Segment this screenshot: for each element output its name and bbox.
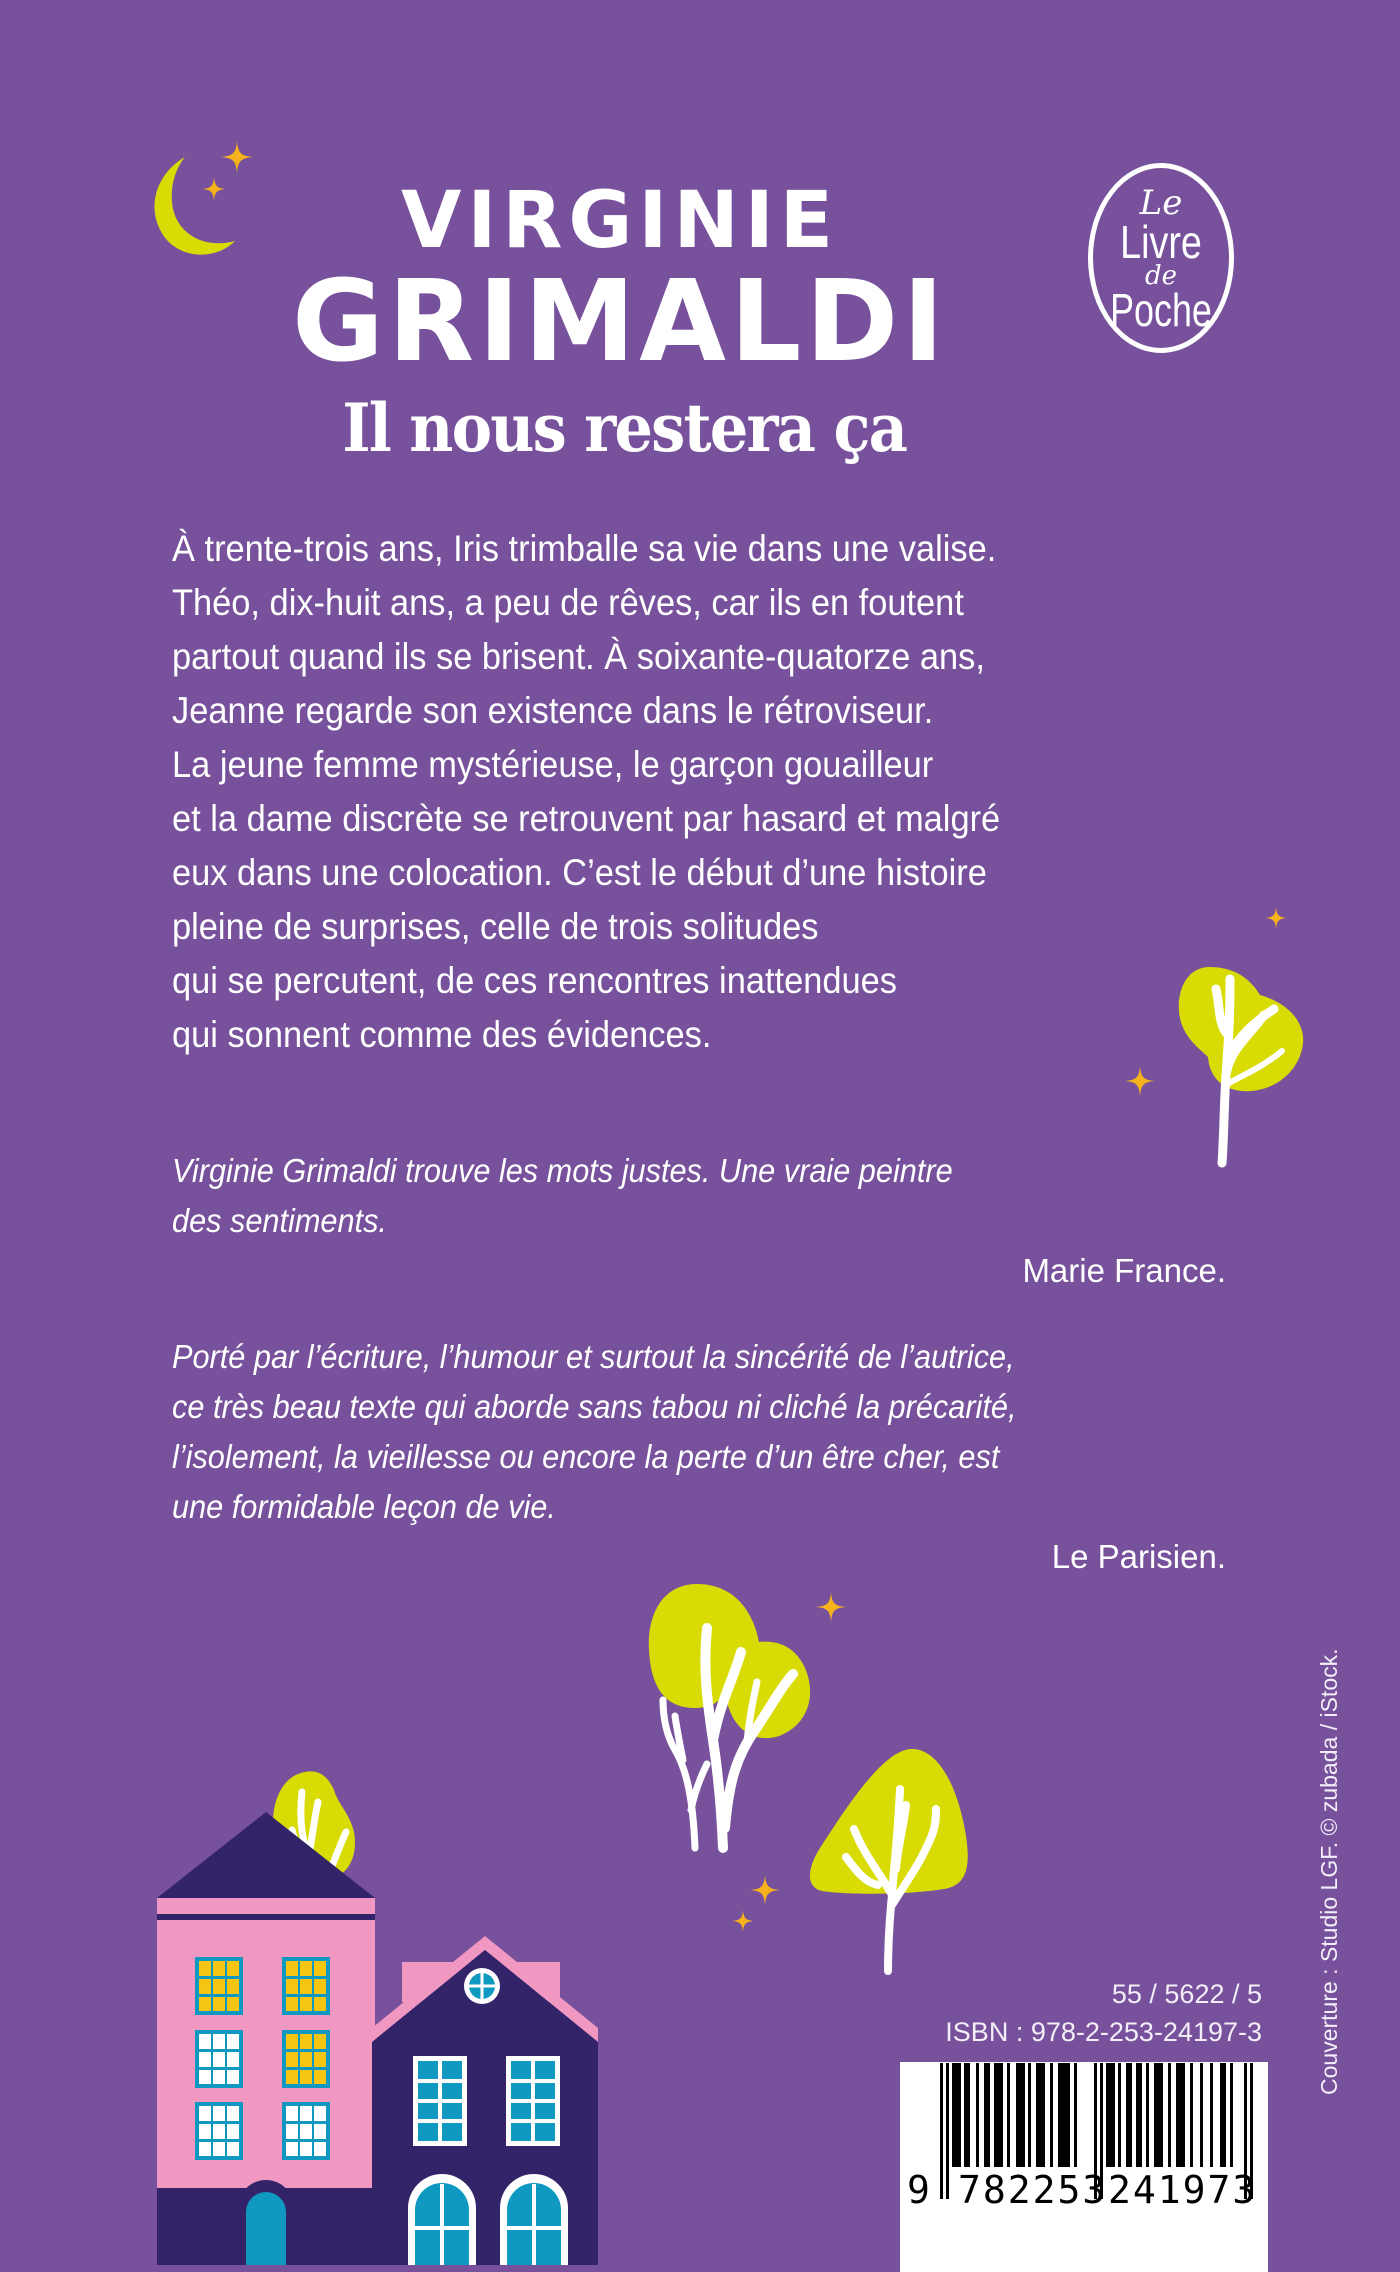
review-line: Virginie Grimaldi trouve les mots justes. Une vraie peintre <box>172 1152 953 1189</box>
houses-illustration <box>150 1760 610 2265</box>
cover-credit: Couverture : Studio LGF. © zubada / iStock. <box>1316 1648 1342 2095</box>
review-line: l’isolement, la vieillesse ou encore la perte d’un être cher, est <box>172 1438 1000 1475</box>
double-tree-icon <box>645 1580 825 1855</box>
barcode-left-digits: 782253 <box>958 2168 1108 2212</box>
star-icon <box>221 141 253 173</box>
blurb-line: qui sonnent comme des évidences. <box>172 1014 712 1055</box>
review-source: Marie France. <box>1022 1252 1226 1289</box>
author-last-name: GRIMALDI <box>292 257 948 387</box>
blurb-line: Jeanne regarde son existence dans le rétroviseur. <box>172 690 934 731</box>
logo-line-livre: Livre <box>1120 216 1202 268</box>
blurb-line: À trente-trois ans, Iris trimballe sa vie dans une valise. <box>172 528 997 569</box>
star-icon <box>1265 907 1287 929</box>
isbn: ISBN : 978-2-253-24197-3 <box>945 2017 1262 2047</box>
tree-icon <box>1170 965 1310 1170</box>
star-icon <box>750 1875 780 1905</box>
book-title: Il nous restera ça <box>342 389 907 467</box>
star-icon <box>732 1910 754 1932</box>
barcode-right-digits: 241973 <box>1108 2168 1258 2212</box>
blurb-line: partout quand ils se brisent. À soixante-quatorze ans, <box>172 636 985 677</box>
review-line: Porté par l’écriture, l’humour et surtout la sincérité de l’autrice, <box>172 1338 1015 1375</box>
blurb-line: pleine de surprises, celle de trois solitudes <box>172 906 819 947</box>
author-first-name: VIRGINIE <box>400 176 840 266</box>
review-line: une formidable leçon de vie. <box>172 1488 556 1525</box>
blurb-line: et la dame discrète se retrouvent par hasard et malgré <box>172 798 1001 839</box>
review-line: des sentiments. <box>172 1202 387 1239</box>
review-quote <box>172 1332 1158 1532</box>
blurb <box>172 522 1158 1062</box>
barcode-first-digit: 9 <box>907 2168 930 2212</box>
blurb-line: qui se percutent, de ces rencontres inattendues <box>172 960 897 1001</box>
logo-line-de: de <box>1144 261 1178 291</box>
blurb-line: Théo, dix-huit ans, a peu de rêves, car ils en foutent <box>172 582 964 623</box>
review-quote <box>172 1146 1158 1246</box>
review-source: Le Parisien. <box>1051 1538 1226 1575</box>
catalog-number: 55 / 5622 / 5 <box>1111 1979 1262 2009</box>
publisher-logo <box>1088 163 1234 353</box>
tree-icon <box>808 1745 973 1977</box>
review-line: ce très beau texte qui aborde sans tabou ni cliché la précarité, <box>172 1388 1017 1425</box>
logo-line-poche: Poche <box>1110 284 1212 336</box>
star-icon <box>1125 1066 1155 1096</box>
logo-line-le: Le <box>1139 183 1183 223</box>
blurb-line: eux dans une colocation. C’est le début d’une histoire <box>172 852 987 893</box>
blurb-line: La jeune femme mystérieuse, le garçon gouailleur <box>172 744 934 785</box>
